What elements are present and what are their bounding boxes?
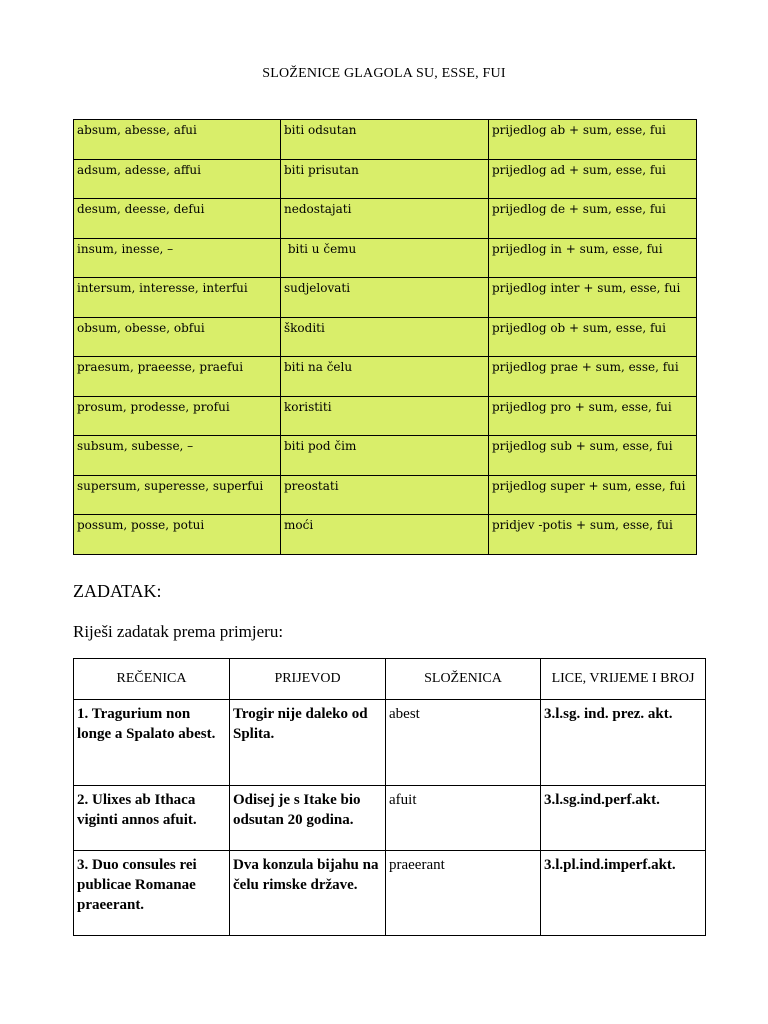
grammar-cell: 3.l.pl.ind.imperf.akt. [541, 851, 706, 936]
table-row [74, 436, 697, 476]
table-row [74, 851, 706, 936]
verb-formation-cell: pridjev -potis + sum, esse, fui [489, 515, 697, 555]
document-title: SLOŽENICE GLAGOLA SU, ESSE, FUI [262, 66, 506, 81]
verb-meaning-cell: biti na čelu [281, 357, 489, 397]
verb-meaning-cell: koristiti [281, 396, 489, 436]
verb-formation-cell: prijedlog inter + sum, esse, fui [489, 278, 697, 318]
verb-formation-cell: prijedlog prae + sum, esse, fui [489, 357, 697, 397]
verb-formation-cell: prijedlog in + sum, esse, fui [489, 238, 697, 278]
translation-cell: Dva konzula bijahu na čelu rimske države. [230, 851, 386, 936]
verb-meaning-cell: biti prisutan [281, 159, 489, 199]
verb-forms-cell: absum, abesse, afui [74, 120, 281, 160]
compound-cell: abest [386, 700, 541, 786]
table-row [74, 159, 697, 199]
verb-meaning-cell: biti odsutan [281, 120, 489, 160]
verb-formation-cell: prijedlog ad + sum, esse, fui [489, 159, 697, 199]
verb-meaning-cell: moći [281, 515, 489, 555]
sentence-cell: 2. Ulixes ab Ithaca viginti annos afuit. [74, 786, 230, 851]
verb-meaning-cell: sudjelovati [281, 278, 489, 318]
verb-forms-cell: desum, deesse, defui [74, 199, 281, 239]
verb-meaning-cell: nedostajati [281, 199, 489, 239]
header-person-tense-number: LICE, VRIJEME I BROJ [541, 659, 706, 700]
verb-forms-cell: praesum, praeesse, praefui [74, 357, 281, 397]
verb-forms-cell: adsum, adesse, affui [74, 159, 281, 199]
verb-forms-cell: subsum, subesse, – [74, 436, 281, 476]
table-row [74, 475, 697, 515]
compound-cell: praeerant [386, 851, 541, 936]
verb-forms-cell: possum, posse, potui [74, 515, 281, 555]
table-row [74, 357, 697, 397]
verb-formation-cell: prijedlog super + sum, esse, fui [489, 475, 697, 515]
table-row [74, 278, 697, 318]
verb-formation-cell: prijedlog pro + sum, esse, fui [489, 396, 697, 436]
verb-meaning-cell: škoditi [281, 317, 489, 357]
compound-cell: afuit [386, 786, 541, 851]
verb-forms-cell: prosum, prodesse, profui [74, 396, 281, 436]
translation-cell: Trogir nije daleko od Splita. [230, 700, 386, 786]
table-row [74, 199, 697, 239]
verb-meaning-cell: biti pod čim [281, 436, 489, 476]
task-instruction: Riješi zadatak prema primjeru: [73, 622, 284, 641]
verb-formation-cell: prijedlog ab + sum, esse, fui [489, 120, 697, 160]
verb-formation-cell: prijedlog ob + sum, esse, fui [489, 317, 697, 357]
header-translation: PRIJEVOD [230, 659, 386, 700]
sentence-cell: 1. Tragurium non longe a Spalato abest. [74, 700, 230, 786]
sentence-cell: 3. Duo consules rei publicae Romanae praeerant. [74, 851, 230, 936]
verb-meaning-cell: biti u čemu [281, 238, 489, 278]
table-row [74, 317, 697, 357]
table-row [74, 238, 697, 278]
task-heading: ZADATAK: [73, 581, 162, 601]
table-row [74, 700, 706, 786]
grammar-cell: 3.l.sg.ind.perf.akt. [541, 786, 706, 851]
table-row [74, 515, 697, 555]
compound-verbs-table [73, 119, 697, 555]
header-compound: SLOŽENICA [386, 659, 541, 700]
table-row [74, 396, 697, 436]
header-sentence: REČENICA [74, 659, 230, 700]
table-row [74, 120, 697, 160]
table-row [74, 786, 706, 851]
translation-cell: Odisej je s Itake bio odsutan 20 godina. [230, 786, 386, 851]
table-header-row [74, 659, 706, 700]
verb-meaning-cell: preostati [281, 475, 489, 515]
grammar-cell: 3.l.sg. ind. prez. akt. [541, 700, 706, 786]
verb-forms-cell: supersum, superesse, superfui [74, 475, 281, 515]
verb-forms-cell: obsum, obesse, obfui [74, 317, 281, 357]
verb-forms-cell: intersum, interesse, interfui [74, 278, 281, 318]
task-table [73, 658, 706, 936]
verb-forms-cell: insum, inesse, – [74, 238, 281, 278]
verb-formation-cell: prijedlog sub + sum, esse, fui [489, 436, 697, 476]
verb-formation-cell: prijedlog de + sum, esse, fui [489, 199, 697, 239]
